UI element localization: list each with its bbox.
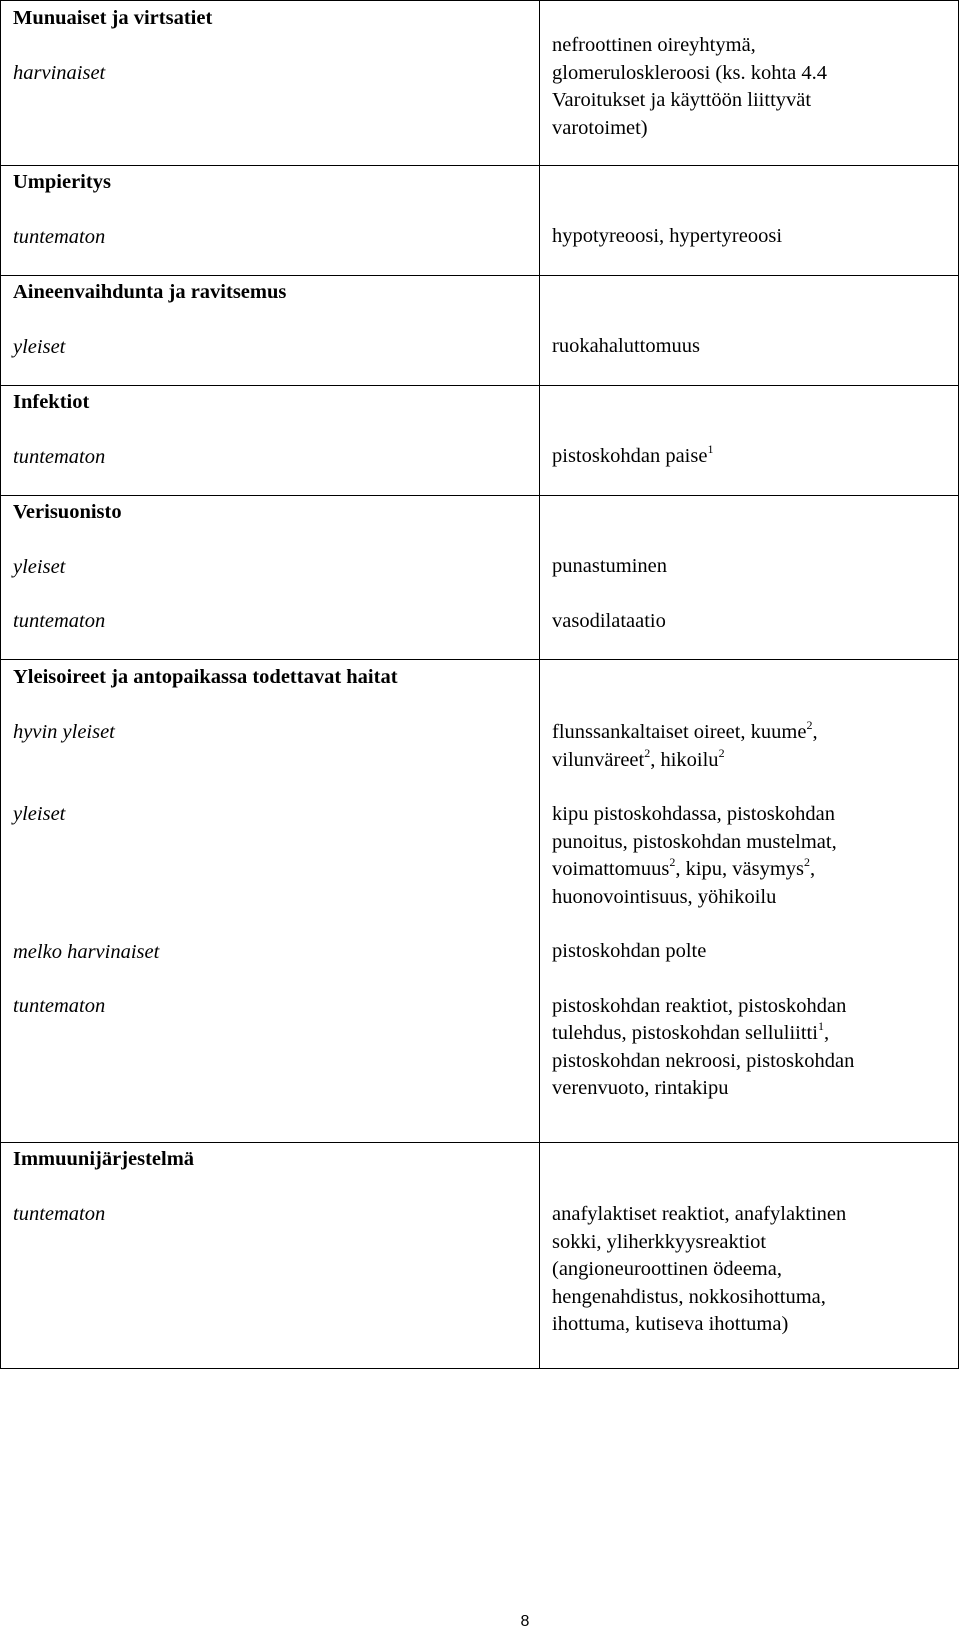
table-row	[1, 660, 959, 1143]
reaction-text: ,	[823, 1022, 830, 1044]
frequency-label: hyvin yleiset	[13, 720, 115, 743]
category-cell	[1, 386, 540, 496]
frequency-label: tuntematon	[13, 610, 106, 632]
reaction-line: punastuminen	[552, 555, 668, 577]
reaction-text: ,	[810, 858, 816, 880]
reaction-line: hypotyreoosi, hypertyreoosi	[552, 225, 783, 247]
footnote-ref: 2	[669, 855, 676, 870]
footnote-ref: 2	[804, 855, 811, 870]
reaction-line	[552, 719, 950, 747]
category-cell	[1, 1, 540, 166]
reaction-line: huonovointisuus, yöhikoilu	[552, 885, 777, 908]
category-cell	[1, 1143, 540, 1369]
frequency-label: yleiset	[13, 555, 66, 578]
reaction-cell	[540, 166, 959, 276]
reaction-line: verenvuoto, rintakipu	[552, 1077, 729, 1099]
reaction-text: flunssankaltaiset oireet, kuume	[552, 721, 807, 743]
footnote-ref: 2	[806, 718, 813, 733]
reaction-text: vilunväreet	[552, 748, 645, 771]
table-row	[1, 1143, 959, 1369]
reaction-line: ruokahaluttomuus	[552, 335, 701, 357]
reaction-cell	[540, 1143, 959, 1369]
table-row	[1, 386, 959, 496]
table-row	[1, 276, 959, 386]
reaction-cell	[540, 276, 959, 386]
reaction-line: punoitus, pistoskohdan mustelmat,	[552, 830, 837, 853]
footnote-ref: 1	[707, 442, 714, 457]
table-row	[1, 1, 959, 166]
reaction-line: Varoitukset ja käyttöön liittyvät	[552, 89, 812, 111]
frequency-label: tuntematon	[13, 445, 106, 468]
frequency-label: tuntematon	[13, 225, 106, 248]
reaction-line	[552, 747, 950, 775]
reaction-line: pistoskohdan polte	[552, 940, 707, 962]
section-title: Immuunijärjestelmä	[13, 1148, 195, 1170]
reaction-text: voimattomuus	[552, 858, 670, 880]
frequency-label: tuntematon	[13, 995, 106, 1017]
reaction-line: vasodilataatio	[552, 609, 666, 632]
reaction-line	[552, 1020, 950, 1048]
frequency-label: yleiset	[13, 335, 66, 358]
frequency-label: yleiset	[13, 803, 66, 825]
reaction-line: pistoskohdan reaktiot, pistoskohdan	[552, 994, 847, 1017]
reaction-line: ihottuma, kutiseva ihottuma)	[552, 1313, 789, 1335]
reaction-line: (angioneuroottinen ödeema,	[552, 1258, 782, 1280]
footnote-ref: 2	[644, 745, 651, 760]
footnote-ref: 1	[817, 1019, 824, 1034]
section-title: Umpieritys	[13, 171, 111, 193]
reaction-line: pistoskohdan nekroosi, pistoskohdan	[552, 1049, 855, 1072]
frequency-label: melko harvinaiset	[13, 940, 160, 963]
reaction-line: kipu pistoskohdassa, pistoskohdan	[552, 803, 836, 825]
reaction-cell	[540, 496, 959, 660]
reaction-cell	[540, 1, 959, 166]
reaction-text: pistoskohdan paise	[552, 445, 708, 467]
reaction-line: sokki, yliherkkyysreaktiot	[552, 1230, 767, 1253]
section-title: Aineenvaihdunta ja ravitsemus	[13, 281, 287, 303]
reaction-line	[552, 443, 950, 471]
reaction-text: ,	[812, 721, 818, 743]
reaction-text: , hikoilu	[650, 748, 719, 771]
section-title: Yleisoireet ja antopaikassa todettavat haitat	[13, 666, 398, 688]
category-cell	[1, 496, 540, 660]
page-number: 8	[520, 1613, 530, 1630]
section-title: Munuaiset ja virtsatiet	[13, 7, 213, 29]
reaction-cell	[540, 660, 959, 1143]
reaction-line: hengenahdistus, nokkosihottuma,	[552, 1285, 826, 1308]
reaction-line: glomeruloskleroosi (ks. kohta 4.4	[552, 61, 828, 84]
table-row	[1, 166, 959, 276]
section-title: Verisuonisto	[13, 501, 122, 523]
reaction-line: varotoimet)	[552, 116, 648, 139]
category-cell	[1, 166, 540, 276]
reaction-text: , kipu, väsymys	[675, 858, 805, 880]
frequency-label: harvinaiset	[13, 61, 106, 84]
reaction-line: anafylaktiset reaktiot, anafylaktinen	[552, 1203, 847, 1225]
section-title: Infektiot	[13, 391, 90, 413]
reaction-cell	[540, 386, 959, 496]
reaction-line	[552, 856, 950, 884]
frequency-label: tuntematon	[13, 1202, 106, 1225]
category-cell	[1, 276, 540, 386]
reaction-text: tulehdus, pistoskohdan selluliitti	[552, 1022, 818, 1044]
category-cell	[1, 660, 540, 1143]
footnote-ref: 2	[718, 745, 725, 760]
reaction-line: nefroottinen oireyhtymä,	[552, 34, 756, 56]
table-row	[1, 496, 959, 660]
